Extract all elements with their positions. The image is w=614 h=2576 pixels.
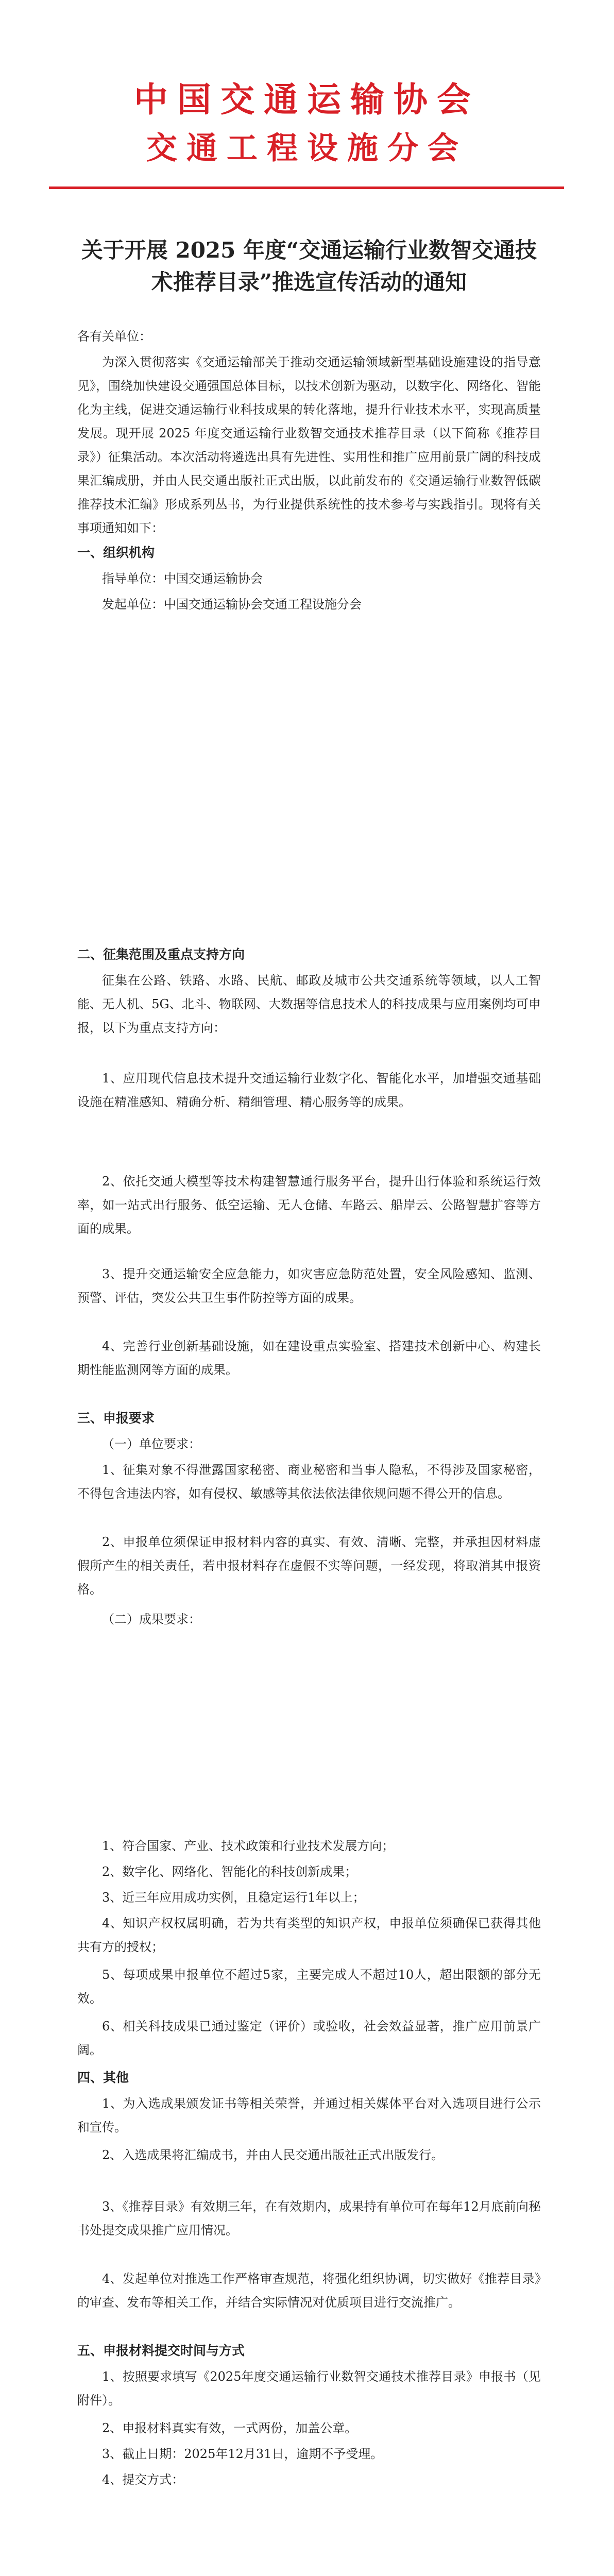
section-5-item: 2、申报材料真实有效，一式两份，加盖公章。	[102, 2421, 357, 2435]
section-2-item: 3、提升交通运输安全应急能力，如灾害应急防范处置，安全风险感知、监测、预警、评估，突发公共卫生事件防控等方面的成果。	[77, 1267, 541, 1305]
section-4-item: 1、为入选成果颁发证书等相关荣誉，并通过相关媒体平台对入选项目进行公示和宣传。	[77, 2096, 541, 2134]
document-title: 关于开展 2025 年度“交通运输行业数智交通技术推荐目录”推选宣传活动的通知	[81, 238, 537, 295]
section-4-title: 四、其他	[77, 2070, 129, 2085]
section-2-item: 2、依托交通大模型等技术构建智慧通行服务平台，提升出行体验和系统运行效率，如一站式出行服务、低空运输、无人仓储、车路云、船岸云、公路智慧扩容等方面的成果。	[77, 1174, 541, 1236]
requirement-1-title: （一）单位要求：	[102, 1437, 201, 1451]
requirement-2-item: 5、每项成果申报单位不超过5家，主要完成人不超过10人，超出限额的部分无效。	[77, 1968, 541, 2006]
requirement-1-item: 1、征集对象不得泄露国家秘密、商业秘密和当事人隐私，不得涉及国家秘密，不得包含违法内容，如有侵权、敏感等其依法依法律依规问题不得公开的信息。	[77, 1463, 541, 1501]
section-5-item: 4、提交方式：	[102, 2472, 184, 2487]
requirement-2-item: 4、知识产权权属明确，若为共有类型的知识产权，申报单位须确保已获得其他共有方的授权；	[77, 1916, 541, 1954]
header-divider	[49, 187, 564, 189]
section-4-item: 3、《推荐目录》有效期三年，在有效期内，成果持有单位可在每年12月底前向秘书处提交成果推广应用情况。	[77, 2199, 541, 2238]
requirement-2-item: 6、相关科技成果已通过鉴定（评价）或验收，社会效益显著，推广应用前景广阔。	[77, 2019, 541, 2057]
section-5-title: 五、申报材料提交时间与方式	[77, 2343, 245, 2358]
requirement-2-item: 2、数字化、网络化、智能化的科技创新成果；	[102, 1865, 357, 1879]
section-2-intro: 征集在公路、铁路、水路、民航、邮政及城市公共交通系统等领域，以人工智能、无人机、5G、北斗、物联网、大数据等信息技术人的科技成果与应用案例均可申报，以下为重点支持方向：	[77, 973, 541, 1035]
issue-unit: 发起单位：中国交通运输协会交通工程设施分会	[102, 597, 362, 612]
section-2-item: 4、完善行业创新基础设施，如在建设重点实验室、搭建技术创新中心、构建长期性能监测网等方面的成果。	[77, 1339, 541, 1377]
section-2-title: 二、征集范围及重点支持方向	[77, 947, 245, 962]
requirement-2-item: 1、符合国家、产业、技术政策和行业技术发展方向；	[102, 1839, 395, 1853]
section-4-item: 4、发起单位对推选工作严格审查规范，将强化组织协调，切实做好《推荐目录》的审查、发布等相关工作，并结合实际情况对优质项目进行交流推广。	[77, 2272, 541, 2310]
section-5-item: 3、截止日期：2025年12月31日，逾期不予受理。	[102, 2447, 383, 2461]
intro-paragraph: 为深入贯彻落实《交通运输部关于推动交通运输领域新型基础设施建设的指导意见》，围绕加快建设交通强国总体目标，以技术创新为驱动，以数字化、网络化、智能化为主线，促进交通运输行业科技成果的转化落地，提升行业技术水平，实现高质量发展。现开展 2025 年度交通运输行业数智交通技术推荐目录（以下简称《推荐目录》）征集活动。本次活动将遴选出具有先进性、实用性和推广应用前景广阔的科技成果汇编成册，并由人民交通出版社正式出版，以此前发布的《交通运输行业数智低碳推荐技术汇编》形成系列丛书，为行业提供系统性的技术参考与实践指引。现将有关事项通知如下：	[77, 355, 541, 535]
section-4-item: 2、入选成果将汇编成书，并由人民交通出版社正式出版发行。	[102, 2148, 444, 2162]
requirement-2-item: 3、近三年应用成功实例，且稳定运行1年以上；	[102, 1890, 365, 1905]
section-3-title: 三、申报要求	[77, 1411, 155, 1426]
requirement-1-item: 2、申报单位须保证申报材料内容的真实、有效、清晰、完整，并承担因材料虚假所产生的相关责任，若申报材料存在虚假不实等问题，一经发现，将取消其申报资格。	[77, 1535, 541, 1597]
section-2-item: 1、应用现代信息技术提升交通运输行业数字化、智能化水平，加增强交通基础设施在精准感知、精确分析、精细管理、精心服务等的成果。	[77, 1071, 541, 1109]
section-5-item: 1、按照要求填写《2025年度交通运输行业数智交通技术推荐目录》申报书（见附件）。	[77, 2369, 541, 2408]
org-name: 中国交通运输协会	[134, 79, 480, 120]
guide-unit: 指导单位：中国交通运输协会	[102, 571, 263, 586]
salutation: 各有关单位：	[77, 329, 151, 344]
section-1-title: 一、组织机构	[77, 545, 155, 560]
requirement-2-title: （二）成果要求：	[102, 1612, 201, 1626]
sub-org-name: 交通工程设施分会	[146, 130, 468, 166]
